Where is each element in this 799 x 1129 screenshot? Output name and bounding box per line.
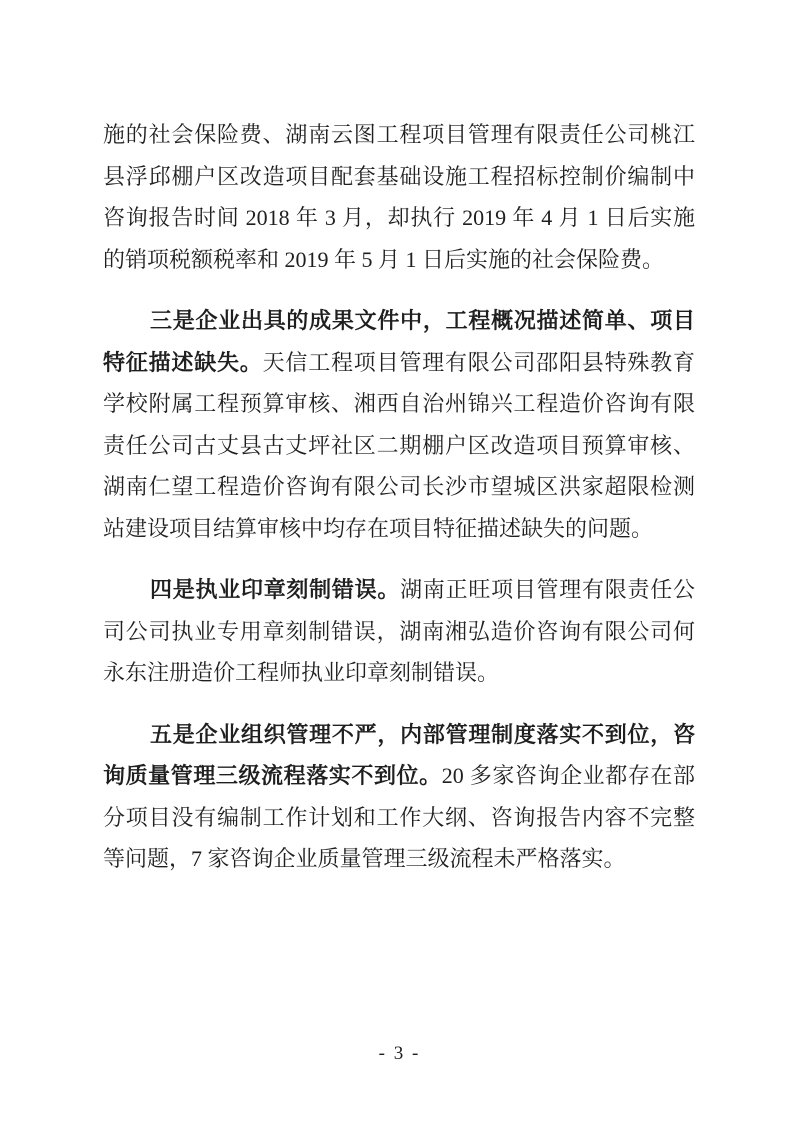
paragraph — [103, 569, 695, 694]
paragraph — [103, 714, 695, 880]
paragraph-lead: 四是执业印章刻制错误。 — [150, 577, 401, 602]
paragraph — [103, 114, 695, 280]
paragraph-text: 施的社会保险费、湖南云图工程项目管理有限责任公司桃江县浮邱棚户区改造项目配套基础设施工程招标控制价编制中咨询报告时间 2018 年 3 月，却执行 2019 年 4 月 1 日后实施的销项税额税率和 2019 年 5 月 1 日后实施的社会保险费。 — [103, 122, 695, 272]
paragraph-text: 20 多家咨询企业都存在部分项目没有编制工作计划和工作大纲、咨询报告内容不完整等问题，7 家咨询企业质量管理三级流程未严格落实。 — [103, 763, 695, 871]
page-footer — [0, 1042, 799, 1066]
paragraph-lead: 五是企业组织管理不严，内部管理制度落实不到位，咨询质量管理三级流程落实不到位。 — [103, 721, 695, 788]
paragraph-text: 天信工程项目管理有限公司邵阳县特殊教育学校附属工程预算审核、湘西自治州锦兴工程造价咨询有限责任公司古丈县古丈坪社区二期棚户区改造项目预算审核、湖南仁望工程造价咨询有限公司长沙市望城区洪家超限检测站建设项目结算审核中均存在项目特征描述缺失的问题。 — [103, 349, 695, 541]
document-body — [103, 114, 695, 900]
paragraph-text: 湖南正旺项目管理有限责任公司公司执业专用章刻制错误，湖南湘弘造价咨询有限公司何永东注册造价工程师执业印章刻制错误。 — [103, 577, 695, 685]
page-number: - 3 - — [378, 1043, 421, 1064]
paragraph-lead: 三是企业出具的成果文件中，工程概况描述简单、项目特征描述缺失。 — [103, 308, 695, 375]
paragraph — [103, 300, 695, 549]
